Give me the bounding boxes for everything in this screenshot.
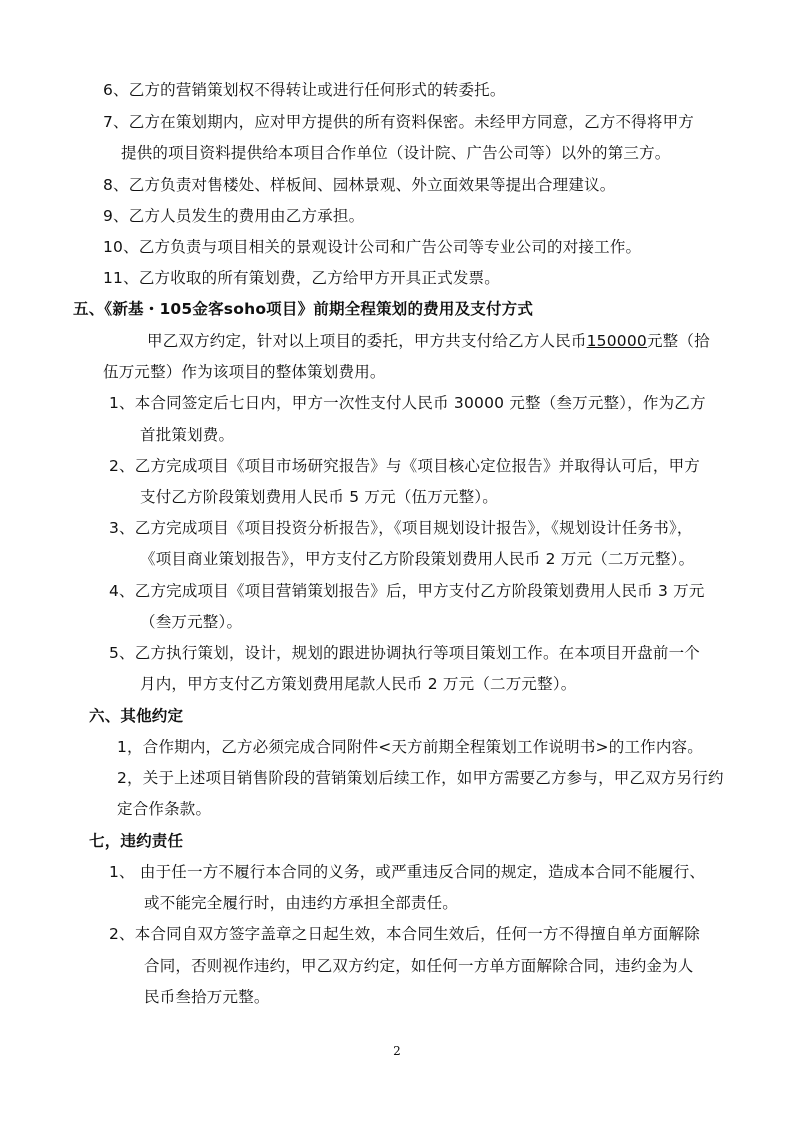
fee-amount: 150000 xyxy=(586,332,647,350)
section-5-heading: 五、《新基・105金客soho项目》前期全程策划的费用及支付方式 xyxy=(73,300,534,318)
payment-2-line-2: 支付乙方阶段策划费用人民币 5 万元（伍万元整）。 xyxy=(140,488,498,506)
payment-1-line-1: 1、本合同签定后七日内，甲方一次性支付人民币 30000 元整（叁万元整），作为乙方 xyxy=(109,394,706,412)
other-2-line-1: 2，关于上述项目销售阶段的营销策划后续工作，如甲方需要乙方参与，甲乙双方另行约 xyxy=(117,769,724,787)
other-1: 1，合作期内，乙方必须完成合同附件<天方前期全程策划工作说明书>的工作内容。 xyxy=(117,738,703,756)
clause-6: 6、乙方的营销策划权不得转让或进行任何形式的转委托。 xyxy=(103,81,506,99)
clause-7-line-1: 7、乙方在策划期内，应对甲方提供的所有资料保密。未经甲方同意，乙方不得将甲方 xyxy=(103,113,694,131)
payment-3-line-2: 《项目商业策划报告》，甲方支付乙方阶段策划费用人民币 2 万元（二万元整）。 xyxy=(140,550,695,568)
payment-3-line-1: 3、乙方完成项目《项目投资分析报告》，《项目规划设计报告》，《规划设计任务书》， xyxy=(109,519,693,537)
page-number: 2 xyxy=(393,1044,401,1058)
breach-1-line-2: 或不能完全履行时，由违约方承担全部责任。 xyxy=(144,894,459,912)
clause-8: 8、乙方负责对售楼处、样板间、园林景观、外立面效果等提出合理建议。 xyxy=(103,176,616,194)
fee-text-before: 甲乙双方约定，针对以上项目的委托，甲方共支付给乙方人民币 xyxy=(147,332,587,350)
fee-paragraph-line-2: 伍万元整）作为该项目的整体策划费用。 xyxy=(103,363,386,381)
breach-2-line-1: 2、本合同自双方签字盖章之日起生效，本合同生效后，任何一方不得擅自单方面解除 xyxy=(109,925,700,943)
payment-4-line-1: 4、乙方完成项目《项目营销策划报告》后，甲方支付乙方阶段策划费用人民币 3 万元 xyxy=(109,582,705,600)
breach-2-line-3: 民币叁拾万元整。 xyxy=(144,988,270,1006)
breach-1-line-1: 1、 由于任一方不履行本合同的义务，或严重违反合同的规定，造成本合同不能履行、 xyxy=(109,863,706,881)
payment-2-line-1: 2、乙方完成项目《项目市场研究报告》与《项目核心定位报告》并取得认可后，甲方 xyxy=(109,457,700,475)
other-2-line-2: 定合作条款。 xyxy=(117,800,212,818)
fee-text-after: 元整（拾 xyxy=(646,332,710,350)
breach-2-line-2: 合同，否则视作违约，甲乙双方约定，如任何一方单方面解除合同，违约金为人 xyxy=(144,957,694,975)
section-6-heading: 六、其他约定 xyxy=(89,707,184,725)
payment-4-line-2: （叁万元整）。 xyxy=(140,613,243,631)
payment-5-line-1: 5、乙方执行策划，设计，规划的跟进协调执行等项目策划工作。在本项目开盘前一个 xyxy=(109,644,700,662)
clause-9: 9、乙方人员发生的费用由乙方承担。 xyxy=(103,207,365,225)
section-7-heading: 七，违约责任 xyxy=(89,832,184,850)
fee-paragraph-line-1 xyxy=(147,331,710,351)
clause-7-line-2: 提供的项目资料提供给本项目合作单位（设计院、广告公司等）以外的第三方。 xyxy=(121,144,671,162)
payment-1-line-2: 首批策划费。 xyxy=(140,426,235,444)
payment-5-line-2: 月内，甲方支付乙方策划费用尾款人民币 2 万元（二万元整）。 xyxy=(140,675,577,693)
clause-10: 10、乙方负责与项目相关的景观设计公司和广告公司等专业公司的对接工作。 xyxy=(103,238,642,256)
clause-11: 11、乙方收取的所有策划费，乙方给甲方开具正式发票。 xyxy=(103,269,500,287)
